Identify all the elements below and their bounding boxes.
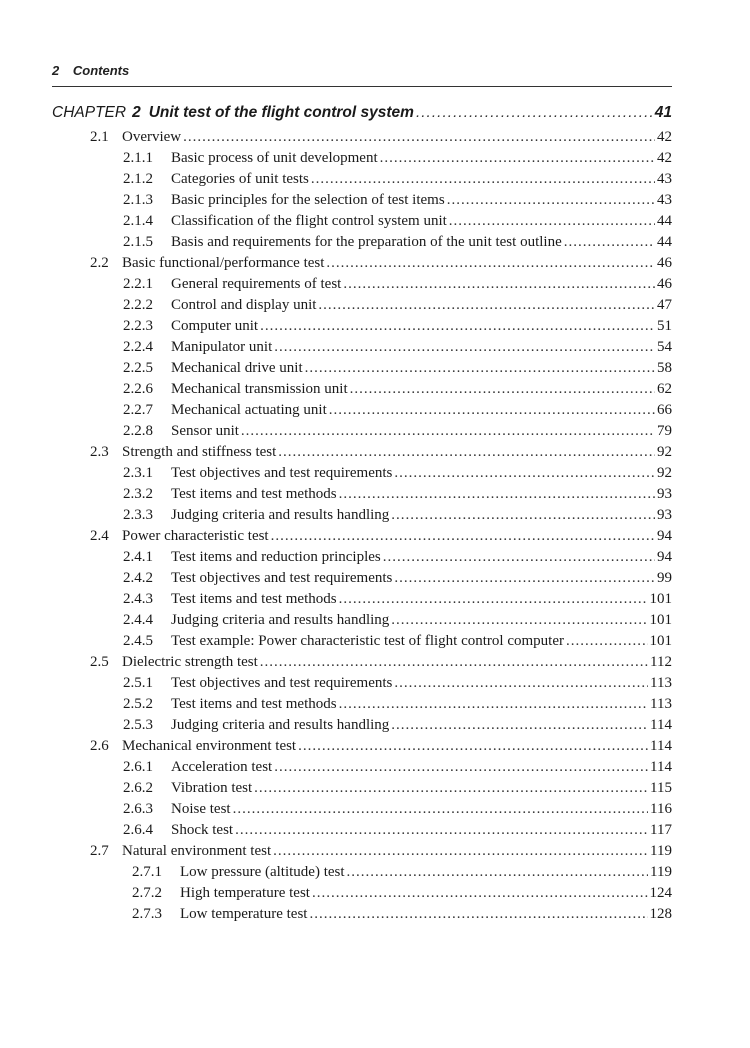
entry-title: Manipulator unit — [171, 339, 273, 355]
entry-title: Basic principles for the selection of test items — [171, 192, 445, 208]
entry-title: Judging criteria and results handling — [171, 507, 390, 523]
toc-section-entry — [52, 652, 672, 673]
entry-page: 116 — [650, 801, 672, 817]
entry-number: 2.4.4 — [123, 612, 153, 628]
dot-leader — [254, 778, 648, 799]
toc-subsection-entry — [52, 904, 672, 925]
entry-page: 94 — [657, 549, 672, 565]
entry-page: 128 — [649, 906, 672, 922]
entry-title: Mechanical actuating unit — [171, 402, 327, 418]
entry-page: 46 — [657, 255, 672, 271]
entry-number: 2.6.2 — [123, 780, 153, 796]
entry-page: 94 — [657, 528, 672, 544]
dot-leader — [273, 841, 648, 862]
toc-subsection-entry — [52, 568, 672, 589]
toc-subsection-entry — [52, 169, 672, 190]
dot-leader — [233, 799, 648, 820]
toc-subsection-entry — [52, 778, 672, 799]
toc-section-entry — [52, 526, 672, 547]
entry-page: 99 — [657, 570, 672, 586]
entry-number: 2.1.2 — [123, 171, 153, 187]
entry-number: 2.2.8 — [123, 423, 153, 439]
entry-title: Judging criteria and results handling — [171, 717, 390, 733]
entry-page: 101 — [649, 612, 672, 628]
chapter-page: 41 — [654, 104, 672, 121]
entry-title: Low temperature test — [180, 906, 308, 922]
entry-number: 2.4.5 — [123, 633, 153, 649]
entry-page: 43 — [657, 171, 672, 187]
entry-page: 51 — [657, 318, 672, 334]
entry-title: Computer unit — [171, 318, 259, 334]
dot-leader — [447, 190, 655, 211]
chapter-title: Unit test of the flight control system — [148, 104, 414, 121]
entry-title: Test items and test methods — [171, 591, 337, 607]
entry-title: Overview — [122, 129, 182, 145]
entry-page: 114 — [650, 759, 672, 775]
toc-subsection-entry — [52, 274, 672, 295]
entry-title: Test objectives and test requirements — [171, 465, 393, 481]
toc-subsection-entry — [52, 295, 672, 316]
entry-page: 44 — [657, 234, 672, 250]
entry-title: Categories of unit tests — [171, 171, 309, 187]
toc-subsection-entry — [52, 484, 672, 505]
entry-number: 2.3 — [90, 444, 109, 460]
entry-title: Classification of the flight control system unit — [171, 213, 447, 229]
entry-title: Strength and stiffness test — [122, 444, 277, 460]
dot-leader — [394, 463, 655, 484]
dot-leader — [566, 631, 648, 652]
toc-subsection-entry — [52, 463, 672, 484]
entry-title: Mechanical environment test — [122, 738, 297, 754]
entry-title: Low pressure (altitude) test — [180, 864, 345, 880]
dot-leader — [235, 820, 648, 841]
entry-page: 93 — [657, 507, 672, 523]
entry-title: Basis and requirements for the preparation of the unit test outline — [171, 234, 562, 250]
dot-leader — [394, 673, 648, 694]
entry-title: Test items and test methods — [171, 696, 337, 712]
dot-leader — [271, 526, 655, 547]
toc-subsection-entry — [52, 589, 672, 610]
entry-number: 2.7.2 — [132, 885, 162, 901]
chapter-number: 2 — [132, 104, 141, 121]
entry-number: 2.5.3 — [123, 717, 153, 733]
entry-number: 2.7.1 — [132, 864, 162, 880]
dot-leader — [449, 211, 655, 232]
dot-leader — [383, 547, 655, 568]
entry-title: Mechanical drive unit — [171, 360, 303, 376]
dot-leader — [394, 568, 655, 589]
entry-title: Test objectives and test requirements — [171, 675, 393, 691]
dot-leader — [312, 883, 648, 904]
dot-leader — [391, 715, 648, 736]
toc-subsection-entry — [52, 547, 672, 568]
entry-number: 2.1.5 — [123, 234, 153, 250]
entry-title: Test example: Power characteristic test of flight control computer — [171, 633, 564, 649]
entry-page: 115 — [650, 780, 672, 796]
dot-leader — [350, 379, 655, 400]
toc-subsection-entry — [52, 883, 672, 904]
entry-page: 113 — [650, 675, 672, 691]
entry-number: 2.1 — [90, 129, 109, 145]
dot-leader — [318, 295, 655, 316]
entry-number: 2.2.7 — [123, 402, 153, 418]
entry-number: 2.4 — [90, 528, 109, 544]
entry-page: 119 — [650, 843, 672, 859]
dot-leader — [278, 442, 655, 463]
entry-title: Noise test — [171, 801, 231, 817]
entry-title: Control and display unit — [171, 297, 317, 313]
entry-page: 112 — [650, 654, 672, 670]
entry-title: High temperature test — [180, 885, 310, 901]
entry-page: 42 — [657, 150, 672, 166]
entry-page: 46 — [657, 276, 672, 292]
entry-page: 47 — [657, 297, 672, 313]
entry-title: Judging criteria and results handling — [171, 612, 390, 628]
entry-number: 2.2.6 — [123, 381, 153, 397]
toc-subsection-entry — [52, 148, 672, 169]
dot-leader — [343, 274, 655, 295]
toc-subsection-entry — [52, 694, 672, 715]
entry-page: 66 — [657, 402, 672, 418]
entry-number: 2.4.1 — [123, 549, 153, 565]
dot-leader — [241, 421, 655, 442]
dot-leader — [347, 862, 649, 883]
chapter-entry — [52, 100, 672, 126]
dot-leader — [311, 169, 655, 190]
toc-section-entry — [52, 736, 672, 757]
dot-leader — [329, 400, 655, 421]
entry-page: 44 — [657, 213, 672, 229]
entry-page: 101 — [649, 633, 672, 649]
table-of-contents — [52, 100, 672, 925]
dot-leader — [298, 736, 648, 757]
entry-number: 2.6.1 — [123, 759, 153, 775]
dot-leader — [339, 589, 648, 610]
dot-leader — [564, 232, 655, 253]
entry-number: 2.7.3 — [132, 906, 162, 922]
toc-section-entry — [52, 127, 672, 148]
entry-page: 43 — [657, 192, 672, 208]
entry-number: 2.1.1 — [123, 150, 153, 166]
entry-number: 2.6.4 — [123, 822, 153, 838]
entry-page: 54 — [657, 339, 672, 355]
entry-page: 114 — [650, 717, 672, 733]
dot-leader — [326, 253, 655, 274]
toc-subsection-entry — [52, 757, 672, 778]
toc-subsection-entry — [52, 505, 672, 526]
page-number: 2 — [52, 63, 60, 78]
toc-subsection-entry — [52, 673, 672, 694]
chapter-label: CHAPTER — [52, 104, 127, 121]
entry-title: Test items and reduction principles — [171, 549, 381, 565]
toc-section-entry — [52, 841, 672, 862]
dot-leader — [309, 904, 647, 925]
entry-title: Mechanical transmission unit — [171, 381, 348, 397]
entry-title: Basic process of unit development — [171, 150, 378, 166]
entry-page: 117 — [650, 822, 672, 838]
entry-number: 2.2.5 — [123, 360, 153, 376]
toc-subsection-entry — [52, 400, 672, 421]
entry-number: 2.7 — [90, 843, 109, 859]
entry-number: 2.3.1 — [123, 465, 153, 481]
toc-subsection-entry — [52, 799, 672, 820]
toc-subsection-entry — [52, 421, 672, 442]
toc-subsection-entry — [52, 211, 672, 232]
entry-title: Basic functional/performance test — [122, 255, 325, 271]
entry-title: Dielectric strength test — [122, 654, 258, 670]
entry-title: Test objectives and test requirements — [171, 570, 393, 586]
toc-subsection-entry — [52, 610, 672, 631]
toc-subsection-entry — [52, 358, 672, 379]
entry-page: 58 — [657, 360, 672, 376]
entry-number: 2.3.2 — [123, 486, 153, 502]
toc-subsection-entry — [52, 379, 672, 400]
entry-page: 101 — [649, 591, 672, 607]
toc-subsection-entry — [52, 190, 672, 211]
entry-title: Natural environment test — [122, 843, 272, 859]
entry-title: Shock test — [171, 822, 234, 838]
running-head-title: Contents — [72, 63, 130, 78]
entry-page: 62 — [657, 381, 672, 397]
entry-page: 92 — [657, 444, 672, 460]
entry-page: 124 — [649, 885, 672, 901]
entry-page: 93 — [657, 486, 672, 502]
entry-title: General requirements of test — [171, 276, 342, 292]
entry-number: 2.6.3 — [123, 801, 153, 817]
dot-leader — [391, 505, 655, 526]
toc-subsection-entry — [52, 715, 672, 736]
toc-subsection-entry — [52, 232, 672, 253]
entry-page: 79 — [657, 423, 672, 439]
dot-leader — [183, 127, 655, 148]
dot-leader — [274, 337, 655, 358]
entry-number: 2.4.2 — [123, 570, 153, 586]
dot-leader — [260, 652, 648, 673]
toc-section-entry — [52, 253, 672, 274]
dot-leader — [339, 694, 648, 715]
entry-title: Sensor unit — [171, 423, 239, 439]
entry-number: 2.1.3 — [123, 192, 153, 208]
entry-number: 2.6 — [90, 738, 109, 754]
dot-leader — [260, 316, 655, 337]
entry-number: 2.5.2 — [123, 696, 153, 712]
entry-number: 2.1.4 — [123, 213, 153, 229]
entry-number: 2.2.3 — [123, 318, 153, 334]
entry-number: 2.4.3 — [123, 591, 153, 607]
entry-number: 2.2.1 — [123, 276, 153, 292]
entry-page: 92 — [657, 465, 672, 481]
entry-page: 42 — [657, 129, 672, 145]
toc-subsection-entry — [52, 862, 672, 883]
dot-leader — [305, 358, 655, 379]
entry-title: Vibration test — [171, 780, 253, 796]
dot-leader — [380, 148, 655, 169]
entry-number: 2.3.3 — [123, 507, 153, 523]
entry-number: 2.5 — [90, 654, 109, 670]
dot-leader — [391, 610, 647, 631]
entry-number: 2.5.1 — [123, 675, 153, 691]
dot-leader — [416, 100, 653, 126]
toc-subsection-entry — [52, 337, 672, 358]
toc-subsection-entry — [52, 820, 672, 841]
toc-section-entry — [52, 442, 672, 463]
entry-number: 2.2.2 — [123, 297, 153, 313]
entry-title: Power characteristic test — [122, 528, 269, 544]
toc-subsection-entry — [52, 631, 672, 652]
entry-title: Acceleration test — [171, 759, 273, 775]
dot-leader — [274, 757, 648, 778]
running-head — [52, 63, 129, 78]
entry-title: Test items and test methods — [171, 486, 337, 502]
header-rule — [52, 86, 672, 87]
toc-subsection-entry — [52, 316, 672, 337]
entry-page: 114 — [650, 738, 672, 754]
entry-page: 119 — [650, 864, 672, 880]
dot-leader — [339, 484, 655, 505]
entry-number: 2.2 — [90, 255, 109, 271]
entry-number: 2.2.4 — [123, 339, 153, 355]
entry-page: 113 — [650, 696, 672, 712]
